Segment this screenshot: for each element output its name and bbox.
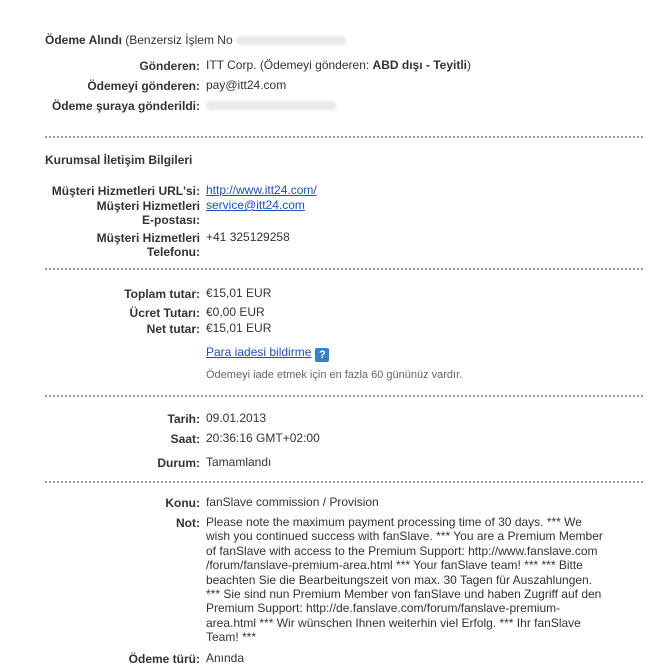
subject-label: Konu:: [165, 496, 200, 510]
fee-amount-value: €0,00 EUR: [206, 305, 265, 319]
customer-service-phone-label-line1: Müşteri Hizmetleri: [96, 231, 200, 245]
page-title: Ödeme Alındı: [45, 33, 122, 47]
time-label: Saat:: [170, 432, 200, 446]
customer-service-email-link[interactable]: service@itt24.com: [206, 198, 305, 212]
sender-label: Gönderen:: [139, 59, 200, 73]
refund-row: [206, 345, 329, 362]
note-label: Not:: [176, 516, 200, 530]
transaction-id-label: (Benzersiz İşlem No: [125, 33, 233, 47]
sender-detail-close: ): [467, 58, 471, 72]
customer-service-url-link[interactable]: http://www.itt24.com/: [206, 183, 317, 197]
sender-detail-open: (Ödemeyi gönderen:: [259, 58, 373, 72]
note-line: Team! ***: [206, 630, 257, 645]
note-line: beachten Sie die Bearbeitungszeit von max. 30 Tagen für Auszahlungen.: [206, 572, 593, 587]
section-divider: [45, 481, 643, 483]
note-line: Please note the maximum payment processing time of 30 days. *** We: [206, 515, 582, 529]
section-divider: [45, 395, 643, 397]
total-amount-label: Toplam tutar:: [124, 287, 200, 301]
note-line: wish you continued success with fanSlave. *** You are a Premium Member: [206, 529, 603, 544]
contact-section-title: Kurumsal İletişim Bilgileri: [45, 153, 193, 167]
status-label: Durum:: [157, 456, 200, 470]
redacted-recipient-email: [206, 101, 336, 110]
sender-status: ABD dışı - Teyitli: [372, 58, 467, 72]
customer-service-phone-value: +41 325129258: [206, 230, 290, 244]
date-value: 09.01.2013: [206, 411, 267, 425]
customer-service-url-label: Müşteri Hizmetleri URL'si:: [51, 184, 200, 198]
customer-service-phone-label: [0, 231, 200, 259]
redacted-transaction-id: [236, 36, 346, 45]
customer-service-phone-label-line2: Telefonu:: [146, 245, 200, 259]
note-line: Premium Support: http://de.fanslave.com/forum/fanslave-premium-: [206, 601, 561, 616]
payment-type-label: Ödeme türü:: [128, 652, 200, 666]
net-amount-label: Net tutar:: [146, 322, 200, 336]
sent-to-label: Ödeme şuraya gönderildi:: [51, 99, 200, 113]
refund-link[interactable]: Para iadesi bildirme: [206, 345, 312, 359]
total-amount-value: €15,01 EUR: [206, 286, 272, 300]
section-divider: [45, 268, 643, 270]
note-line: area.html *** Wir wünschen Ihnen weiterhin viel Erfolg. *** Ihr fanSlave: [206, 615, 581, 630]
sent-to-value: [206, 98, 336, 113]
note-line: *** Sie sind nun Premium Member von fanSlave und haben Zugriff auf den: [206, 587, 602, 602]
subject-value: fanSlave commission / Provision: [206, 495, 379, 509]
sender-name: ITT Corp.: [206, 58, 257, 72]
customer-service-email-label-line2: E-postası:: [141, 213, 200, 227]
payer-email-label: Ödemeyi gönderen:: [87, 79, 200, 93]
status-value: Tamamlandı: [206, 455, 272, 469]
payer-email-value: pay@itt24.com: [206, 78, 287, 92]
page-header: [45, 33, 346, 48]
refund-note: Ödemeyi iade etmek için en fazla 60 gününüz vardır.: [206, 369, 463, 381]
customer-service-email-label: [0, 199, 200, 227]
sender-value: [206, 58, 471, 73]
help-icon[interactable]: ?: [315, 348, 329, 362]
fee-amount-label: Ücret Tutarı:: [129, 306, 200, 320]
payment-type-value: Anında: [206, 651, 245, 665]
note-line: /forum/fanslave-premium-area.html *** Your fanSlave team! *** *** Bitte: [206, 558, 583, 573]
customer-service-email-label-line1: Müşteri Hizmetleri: [96, 199, 200, 213]
note-text: [206, 515, 616, 645]
time-value: 20:36:16 GMT+02:00: [206, 431, 320, 445]
note-line: of fanSlave with access to the Premium Support: http://www.fanslave.com: [206, 543, 598, 558]
net-amount-value: €15,01 EUR: [206, 321, 272, 335]
date-label: Tarih:: [167, 412, 200, 426]
section-divider: [45, 136, 643, 138]
